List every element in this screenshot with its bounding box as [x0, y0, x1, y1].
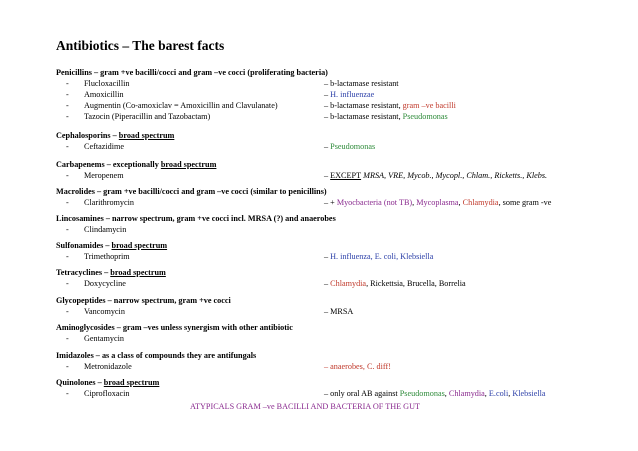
list-dash: - [66, 279, 69, 288]
list-dash: - [66, 307, 69, 316]
organism-klebsiella: Klebsiella [512, 389, 546, 398]
note-exceptions-list: MRSA, VRE, Mycob., Mycopl., Chlam., Ricketts., Klebs. [361, 171, 548, 180]
organism-list: H. influenza, E. coli, Klebsiella [330, 252, 434, 261]
header-underlined: broad spectrum [160, 160, 217, 169]
quinolones-header [56, 378, 159, 388]
drug-name: Gentamycin [84, 334, 125, 343]
drug-name: Tazocin (Piperacillin and Tazobactam) [84, 112, 211, 121]
drug-name: Ciprofloxacin [84, 389, 130, 398]
list-dash: - [66, 225, 69, 234]
organism-pseudomonas: Pseudomonas [402, 112, 448, 121]
header-text: Tetracyclines – [56, 268, 111, 277]
header-text: Carbapenems – exceptionally [56, 160, 161, 169]
imidazoles-header: Imidazoles – as a class of compounds they are antifungals [56, 351, 257, 360]
note-except: EXCEPT [330, 171, 362, 180]
note-dash: – [324, 90, 331, 99]
macrolide-item [66, 198, 134, 208]
list-dash: - [66, 171, 69, 180]
penicillins-header: Penicillins – gram +ve bacilli/cocci and gram –ve cocci (proliferating bacteria) [56, 68, 328, 77]
organism-gram-neg-bacilli: gram –ve bacilli [402, 101, 456, 110]
sulfonamide-item [66, 252, 130, 262]
cephalosporins-header [56, 131, 174, 141]
carbapenems-header [56, 160, 216, 170]
drug-name: Metronidazole [84, 362, 132, 371]
organism-chlamydia: Chlamydia [462, 198, 499, 207]
sulfonamides-header [56, 241, 167, 251]
cephalosporin-note [324, 142, 375, 152]
organism-pseudomonas: Pseudomonas [330, 142, 376, 151]
list-dash: - [66, 334, 69, 343]
glycopeptide-item [66, 307, 125, 317]
separator: , [508, 389, 513, 398]
drug-name: Vancomycin [84, 307, 125, 316]
page-title: Antibiotics – The barest facts [56, 38, 225, 53]
tetracycline-item [66, 279, 126, 289]
lincosamines-header: Lincosamines – narrow spectrum, gram +ve cocci incl. MRSA (?) and anaerobes [56, 214, 336, 223]
note-dash: – [324, 279, 331, 288]
list-dash: - [66, 112, 69, 121]
macrolide-note [324, 198, 551, 208]
list-dash: - [66, 362, 69, 371]
header-text: Cephalosporins – [56, 131, 119, 140]
note-dash: – [324, 142, 331, 151]
list-dash: - [66, 142, 69, 151]
header-underlined: broad spectrum [111, 241, 168, 250]
drug-name: Amoxicillin [84, 90, 124, 99]
header-text: Sulfonamides – [56, 241, 112, 250]
carbapenem-item [66, 171, 124, 181]
glycopeptide-note: – MRSA [324, 307, 354, 316]
header-underlined: broad spectrum [103, 378, 160, 387]
aminoglycoside-item [66, 334, 124, 344]
quinolone-item [66, 389, 129, 399]
penicillin-item-2 [66, 90, 124, 100]
note-text: – only oral AB against [324, 389, 400, 398]
list-dash: - [66, 79, 69, 88]
imidazole-item [66, 362, 132, 372]
note-dash: – + [324, 198, 337, 207]
organism-mycobacteria: Myocbacteria (not TB) [336, 198, 413, 207]
drug-name: Clindamycin [84, 225, 127, 234]
organism-ecoli: E.coli [488, 389, 509, 398]
penicillin-note-1: – b-lactamase resistant [324, 79, 399, 88]
macrolides-header: Macrolides – gram +ve bacilli/cocci and gram –ve cocci (similar to penicillins) [56, 187, 327, 196]
penicillin-note-2 [324, 90, 374, 100]
penicillin-item-1 [66, 79, 129, 89]
header-text: Quinolones – [56, 378, 104, 387]
note-dash: – [324, 252, 331, 261]
separator: , [444, 389, 449, 398]
organism-chlamydia: Chlamydia [330, 279, 367, 288]
list-dash: - [66, 389, 69, 398]
organism-chlamydia: Chlamydia [448, 389, 485, 398]
note-text: – b-lactamase resistant, [324, 101, 403, 110]
penicillin-item-4 [66, 112, 210, 122]
organism-h-influenzae: H. influenzae [330, 90, 375, 99]
drug-name: Trimethoprim [84, 252, 130, 261]
header-underlined: broad spectrum [110, 268, 166, 277]
organism-pseudomonas: Pseudomonas [399, 389, 445, 398]
drug-name: Clarithromycin [84, 198, 135, 207]
carbapenem-note [324, 171, 547, 181]
drug-name: Augmentin (Co-amoxiclav = Amoxicillin and Clavulanate) [84, 101, 278, 110]
imidazole-note: – anaerobes, C. diff! [324, 362, 391, 371]
separator: , [458, 198, 463, 207]
note-tail: , Rickettsia, Brucella, Borrelia [366, 279, 466, 288]
list-dash: - [66, 101, 69, 110]
separator: , [484, 389, 489, 398]
tetracyclines-header [56, 268, 166, 278]
lincosamine-item [66, 225, 126, 235]
penicillin-item-3 [66, 101, 278, 111]
list-dash: - [66, 252, 69, 261]
drug-name: Ceftazidime [84, 142, 125, 151]
list-dash: - [66, 198, 69, 207]
note-tail: , some gram -ve [498, 198, 552, 207]
penicillin-note-3 [324, 101, 456, 111]
header-underlined: broad spectrum [118, 131, 175, 140]
drug-name: Flucloxacillin [84, 79, 130, 88]
separator: , [412, 198, 417, 207]
aminoglycosides-header: Aminoglycosides – gram –ves unless synergism with other antibiotic [56, 323, 293, 332]
cephalosporin-item [66, 142, 124, 152]
drug-name: Meropenem [84, 171, 124, 180]
tetracycline-note [324, 279, 466, 289]
sulfonamide-note [324, 252, 433, 262]
drug-name: Doxycycline [84, 279, 126, 288]
color-legend-footer: ATYPICALS GRAM –ve BACILLI AND BACTERIA OF THE GUT [190, 402, 421, 411]
quinolone-note [324, 389, 546, 399]
note-dash: – [324, 171, 331, 180]
penicillin-note-4 [324, 112, 448, 122]
organism-mycoplasma: Mycoplasma [416, 198, 459, 207]
glycopeptides-header: Glycopeptides – narrow spectrum, gram +ve cocci [56, 296, 231, 305]
list-dash: - [66, 90, 69, 99]
note-text: – b-lactamase resistant, [324, 112, 403, 121]
